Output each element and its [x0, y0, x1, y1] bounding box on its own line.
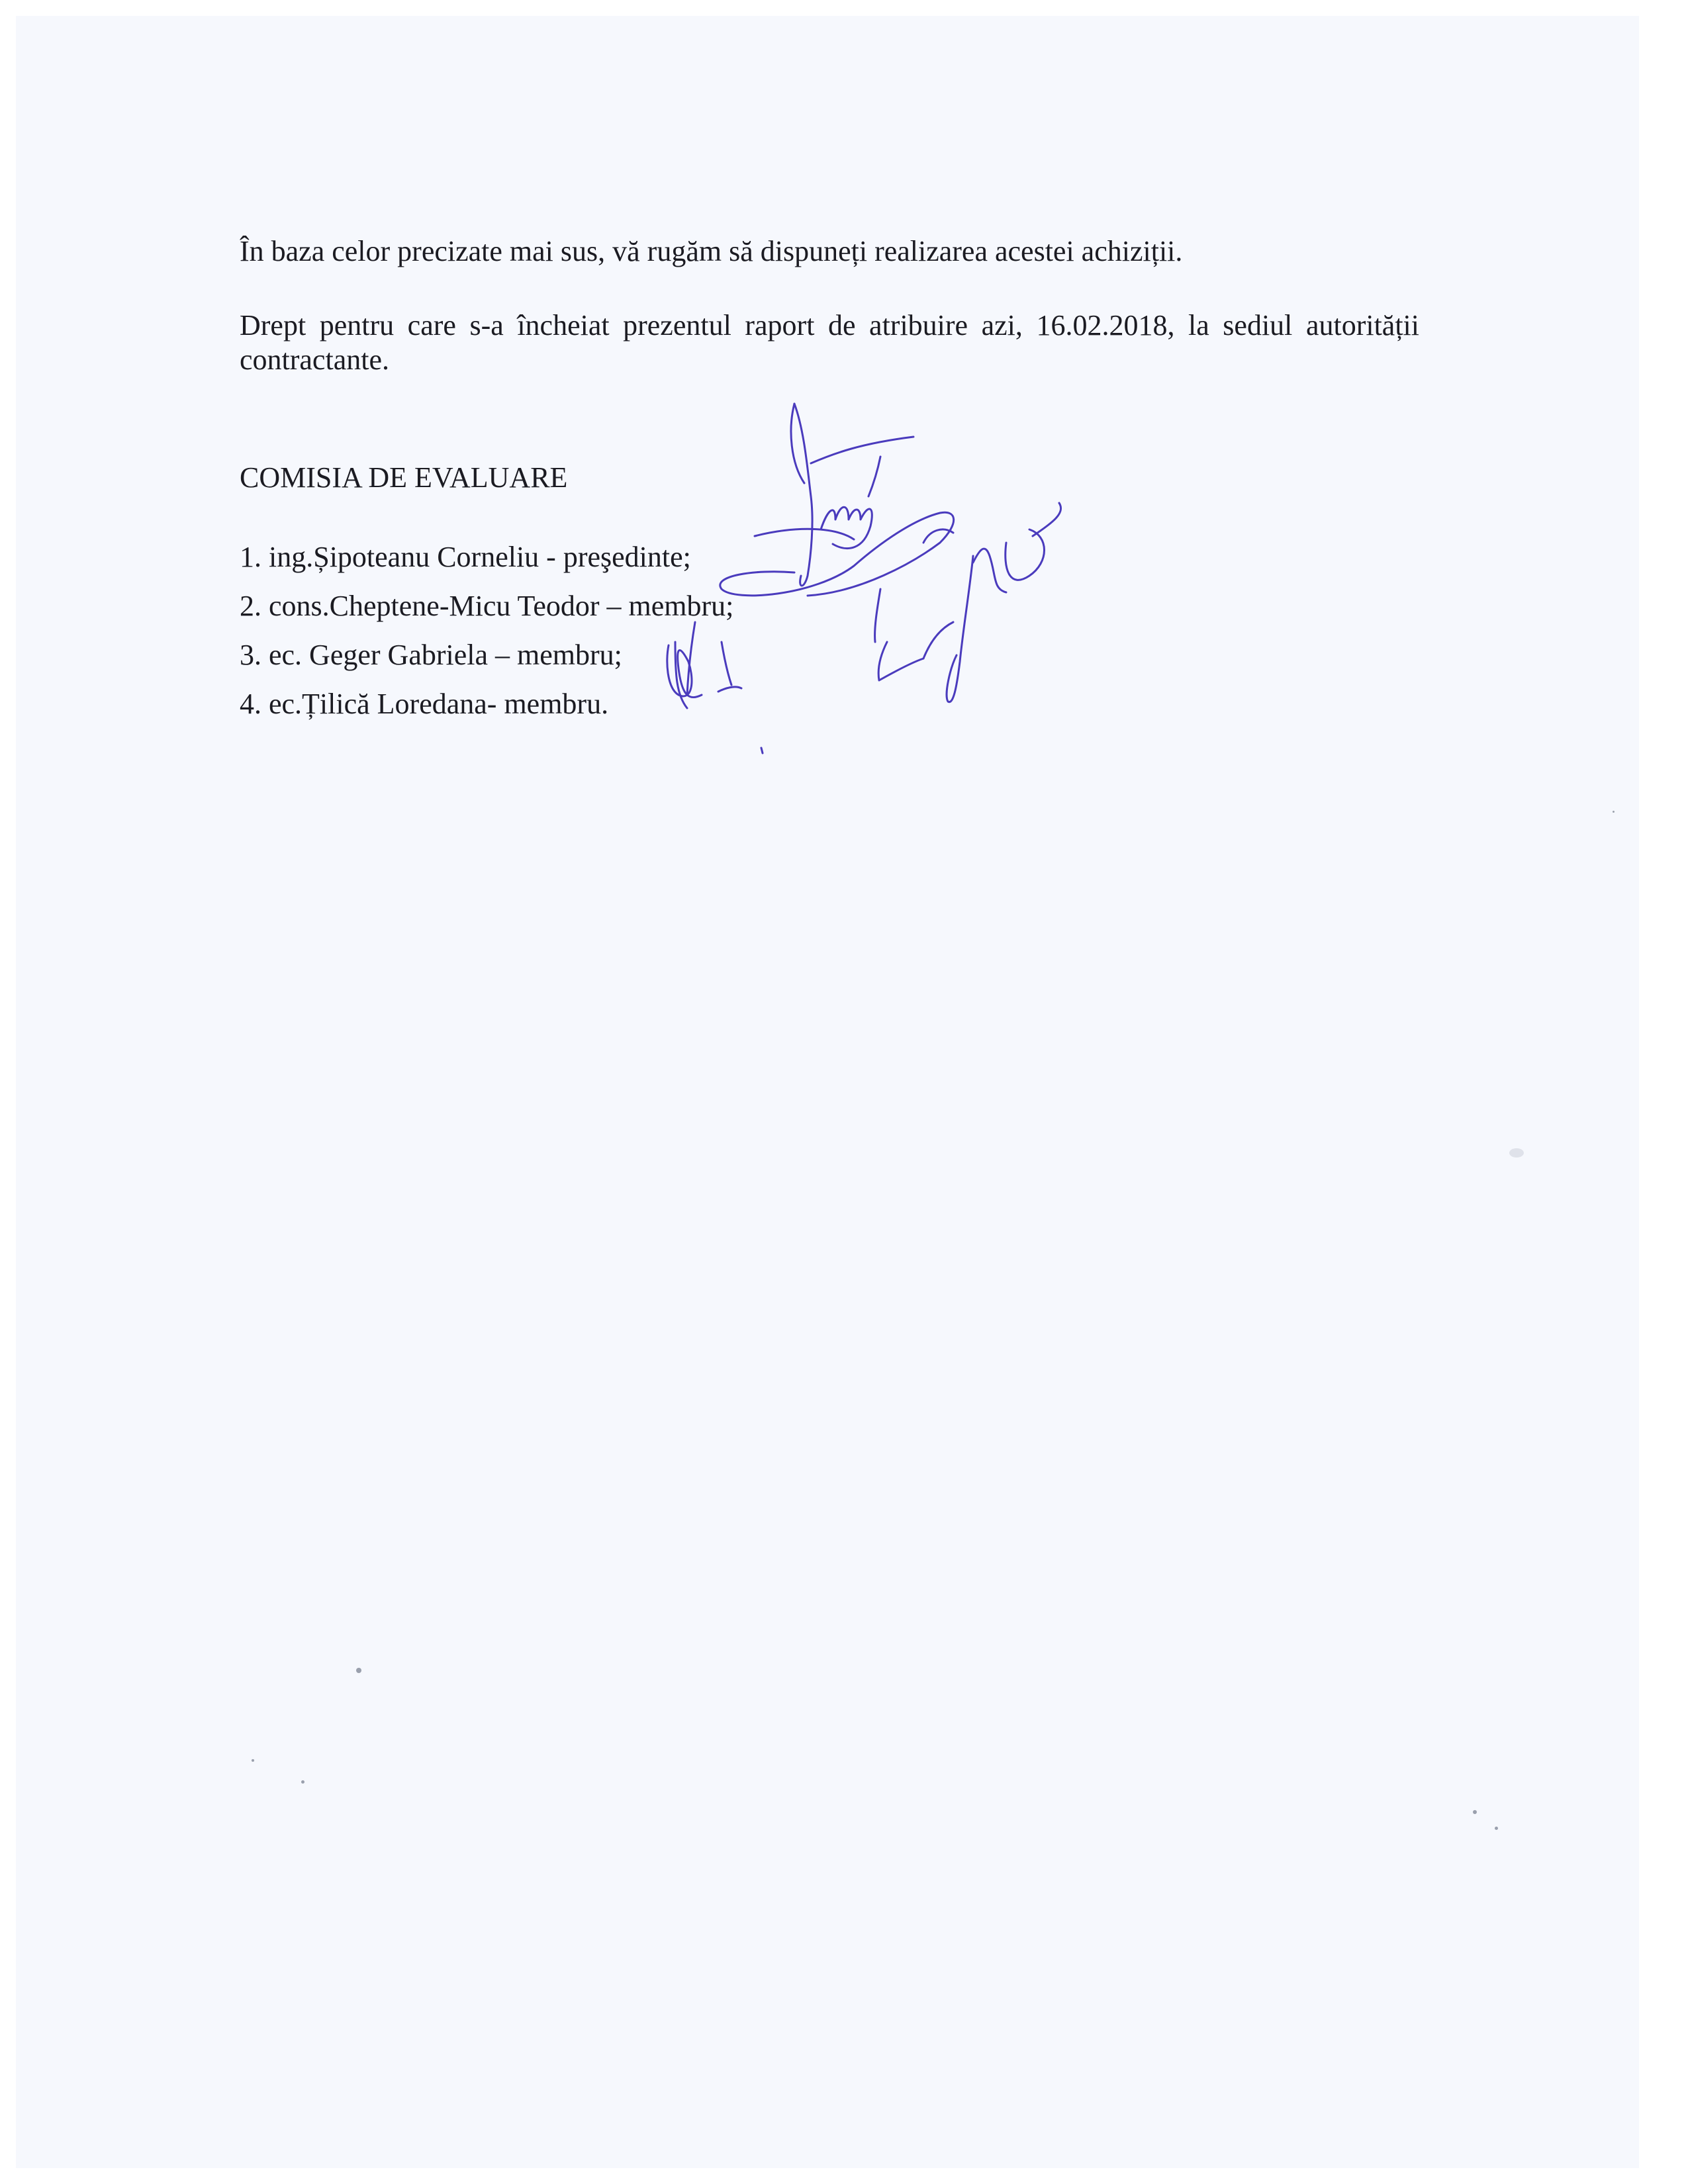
paragraph-request: În baza celor precizate mai sus, vă rugăm să dispuneți realizarea acestei achiziții. [240, 235, 1183, 267]
paragraph-conclusion: Drept pentru care s-a încheiat prezentul raport de atribuire azi, 16.02.2018, la sediul autorității contractante. [240, 309, 1419, 376]
scan-speck [1509, 1148, 1524, 1158]
scan-speck [356, 1668, 361, 1673]
member-item-3: 3. ec. Geger Gabriela – membru; [240, 639, 622, 671]
member-item-4: 4. ec.Țilică Loredana- membru. [240, 688, 609, 720]
commission-heading: COMISIA DE EVALUARE [240, 461, 568, 494]
scan-speck [1613, 811, 1615, 813]
scan-speck [1473, 1810, 1477, 1814]
scan-speck [1495, 1827, 1498, 1830]
scan-speck [301, 1780, 305, 1784]
handwritten-signature-icon [662, 390, 1072, 788]
scan-speck [252, 1759, 254, 1762]
member-item-2: 2. cons.Cheptene-Micu Teodor – membru; [240, 590, 734, 622]
member-item-1: 1. ing.Șipoteanu Corneliu - preşedinte; [240, 541, 691, 573]
